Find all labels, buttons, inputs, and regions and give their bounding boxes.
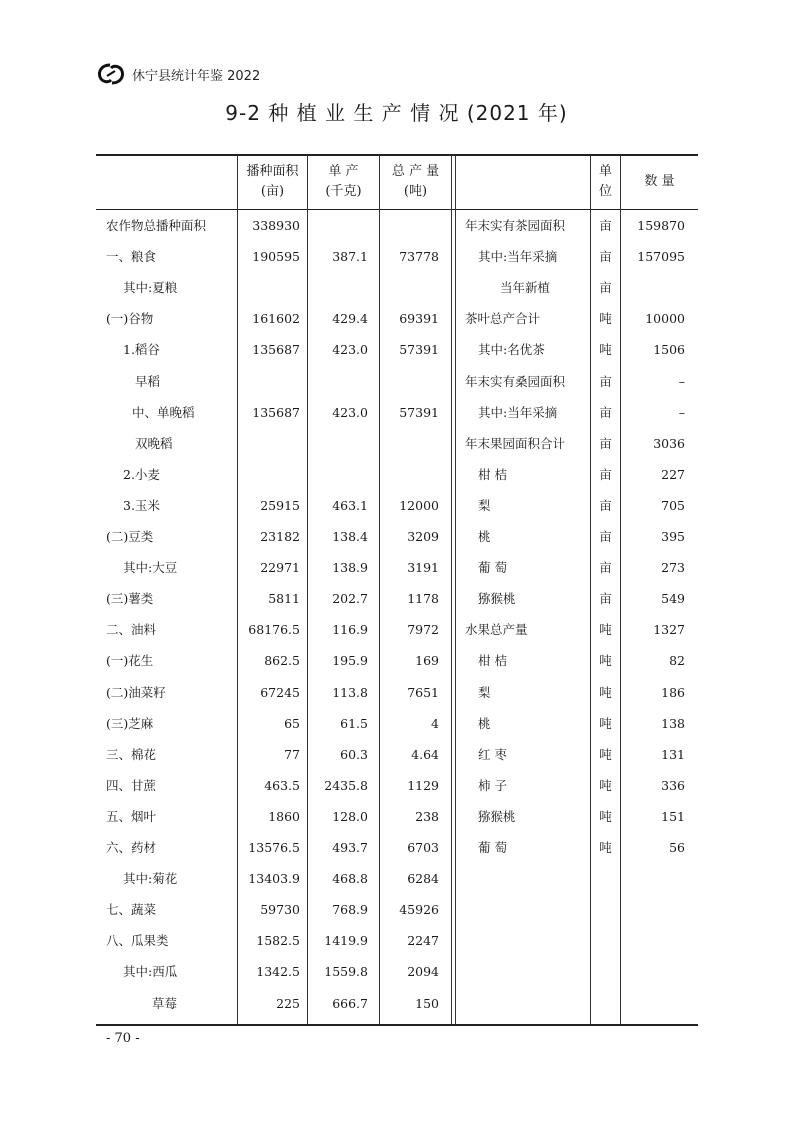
quantity-value: 159870: [637, 218, 685, 233]
row-label: 其中:菊花: [123, 871, 178, 887]
output-value: 2094: [407, 964, 439, 980]
row-label: 六、药材: [106, 840, 157, 855]
row-label: 五、烟叶: [106, 808, 157, 824]
row-label: 其中:当年采摘: [478, 249, 558, 265]
output-value: 1178: [407, 591, 439, 607]
row-label: 红 枣: [478, 746, 507, 762]
yield-value: 61.5: [340, 715, 368, 731]
unit-value: 亩: [599, 497, 612, 513]
output-value: [380, 372, 439, 392]
row-label: 葡 萄: [478, 840, 507, 855]
row-label: 梨: [478, 497, 491, 513]
output-value: 45926: [399, 902, 439, 918]
yield-value: 202.7: [332, 591, 368, 607]
sown-area-value: 65: [284, 715, 300, 731]
output-value: [380, 465, 439, 485]
sown-area-value: 67245: [260, 684, 300, 700]
unit-value: 亩: [599, 249, 612, 265]
quantity-value: –: [678, 404, 685, 420]
sown-area-value: 1860: [268, 808, 300, 824]
unit-value: 吨: [599, 715, 612, 731]
output-value: 169: [415, 653, 439, 669]
quantity-value: 273: [661, 560, 685, 576]
row-label: 猕猴桃: [478, 591, 516, 607]
output-value: 69391: [399, 311, 439, 327]
output-value: 238: [415, 808, 439, 824]
output-value: 7651: [407, 684, 439, 700]
row-label: (二)豆类: [106, 529, 154, 544]
row-label: 年末果园面积合计: [465, 435, 566, 451]
sown-area-value: 25915: [260, 497, 300, 513]
yield-value: 138.9: [332, 560, 368, 576]
output-value: [380, 434, 439, 454]
row-label: 年末实有茶园面积: [465, 218, 566, 233]
quantity-value: 138: [661, 715, 685, 731]
unit-value: 吨: [599, 840, 612, 855]
unit-value: 吨: [599, 311, 612, 327]
output-value: 57391: [399, 404, 439, 420]
row-label: 其中:大豆: [123, 560, 178, 576]
row-label: 其中:名优茶: [478, 342, 545, 358]
yield-value: 768.9: [332, 902, 368, 918]
row-label: 四、甘蔗: [106, 777, 157, 793]
yield-value: [308, 372, 368, 392]
table-split-divider: [455, 155, 456, 1024]
yield-value: 468.8: [332, 871, 368, 887]
row-label: (三)薯类: [106, 591, 154, 607]
row-label: 葡 萄: [478, 560, 507, 576]
row-label: 桃: [478, 715, 491, 731]
sown-area-value: [238, 278, 300, 298]
unit-value: 吨: [599, 342, 612, 358]
quantity-value: 227: [661, 466, 685, 482]
output-value: 57391: [399, 342, 439, 358]
row-label: (三)芝麻: [106, 715, 154, 731]
yield-value: 113.8: [332, 684, 368, 700]
row-label: 早稻: [135, 373, 161, 389]
header-label: 单: [598, 164, 612, 179]
row-label: 三、棉花: [106, 746, 157, 762]
yield-value: 423.0: [332, 404, 368, 420]
sown-area-value: 13576.5: [248, 840, 300, 855]
header-quantity: [621, 155, 698, 209]
sown-area-value: 68176.5: [248, 622, 300, 638]
yield-value: 429.4: [332, 311, 368, 327]
output-value: 3191: [407, 560, 439, 576]
quantity-value: [621, 278, 685, 298]
unit-value: 亩: [599, 435, 612, 451]
output-value: 73778: [399, 249, 439, 265]
sown-area-value: 22971: [260, 560, 300, 576]
header-label: 播种面积: [246, 164, 299, 179]
row-label: 七、蔬菜: [106, 902, 157, 918]
sown-area-value: 1342.5: [256, 964, 300, 980]
header-label: 总 产 量: [391, 164, 440, 179]
quantity-value: 549: [661, 591, 685, 607]
header-output: [380, 155, 451, 209]
yield-value: 195.9: [332, 653, 368, 669]
output-value: [380, 278, 439, 298]
unit-value: 吨: [599, 684, 612, 700]
sown-area-value: [238, 465, 300, 485]
unit-value: 亩: [599, 560, 612, 576]
quantity-value: 151: [661, 808, 685, 824]
sown-area-value: 5811: [268, 591, 300, 607]
quantity-value: 186: [661, 684, 685, 700]
yield-value: [308, 434, 368, 454]
output-value: [380, 216, 439, 236]
yield-value: 493.7: [332, 840, 368, 855]
output-value: 2247: [407, 933, 439, 949]
header-label: 数 量: [644, 174, 675, 189]
yield-value: 423.0: [332, 342, 368, 358]
sown-area-value: 23182: [260, 529, 300, 544]
header-label: 单 产: [328, 164, 359, 179]
sown-area-value: [238, 434, 300, 454]
row-label: 2.小麦: [123, 466, 160, 482]
yield-value: 666.7: [332, 995, 368, 1011]
unit-value: 亩: [599, 373, 612, 389]
yield-value: 1559.8: [324, 964, 368, 980]
header-unit: (亩): [260, 184, 285, 199]
yearbook-logo-icon: [96, 62, 126, 86]
row-label: 二、油料: [106, 622, 157, 638]
header-unit-column: [591, 155, 620, 209]
page-header: [96, 62, 260, 86]
sown-area-value: [238, 372, 300, 392]
sown-area-value: 13403.9: [248, 871, 300, 887]
unit-value: 亩: [599, 466, 612, 482]
output-value: 12000: [399, 497, 439, 513]
unit-value: 亩: [599, 218, 612, 233]
quantity-value: 1506: [653, 342, 685, 358]
row-label: 中、单晚稻: [132, 404, 195, 420]
sown-area-value: 463.5: [264, 777, 300, 793]
sown-area-value: 77: [284, 746, 300, 762]
output-value: 6284: [407, 871, 439, 887]
unit-value: 亩: [599, 591, 612, 607]
row-label: 当年新植: [500, 280, 551, 296]
yield-value: 116.9: [332, 622, 368, 638]
row-label: 柑 桔: [478, 653, 507, 669]
header-label: 位: [598, 184, 612, 199]
row-label: 1.稻谷: [123, 342, 160, 358]
unit-value: 吨: [599, 622, 612, 638]
row-label: 双晚稻: [135, 435, 173, 451]
quantity-value: 705: [661, 497, 685, 513]
quantity-value: 131: [661, 746, 685, 762]
row-label: 梨: [478, 684, 491, 700]
output-value: 7972: [407, 622, 439, 638]
yield-value: [308, 465, 368, 485]
row-label: 其中:当年采摘: [478, 404, 558, 420]
row-label: 其中:西瓜: [123, 964, 178, 980]
output-value: 1129: [407, 777, 439, 793]
row-label: 柿 子: [478, 777, 507, 793]
row-label: 3.玉米: [123, 497, 160, 513]
unit-value: 吨: [599, 746, 612, 762]
sown-area-value: 135687: [252, 342, 300, 358]
row-label: 一、粮食: [106, 249, 157, 265]
table-header-rule: [96, 209, 698, 210]
book-title: 休宁县统计年鉴 2022: [132, 68, 261, 84]
quantity-value: 157095: [637, 249, 685, 265]
sown-area-value: 161602: [252, 311, 300, 327]
sown-area-value: 338930: [252, 218, 300, 233]
quantity-value: 336: [661, 777, 685, 793]
row-label: (一)花生: [106, 653, 154, 669]
unit-value: 亩: [599, 529, 612, 544]
header-unit: (吨): [403, 184, 428, 199]
quantity-value: 1327: [653, 622, 685, 638]
page-title: 9-2 种 植 业 生 产 情 况 (2021 年): [225, 101, 568, 125]
row-label: 柑 桔: [478, 466, 507, 482]
row-label: 八、瓜果类: [106, 933, 169, 949]
quantity-value: 56: [669, 840, 685, 855]
unit-value: 亩: [599, 280, 612, 296]
row-label: (二)油菜籽: [106, 684, 166, 700]
output-value: 3209: [407, 529, 439, 544]
yield-value: [308, 216, 368, 236]
unit-value: 亩: [599, 404, 612, 420]
row-label: 草莓: [152, 995, 178, 1011]
table-split-divider: [451, 155, 452, 1024]
sown-area-value: 1582.5: [256, 933, 300, 949]
row-label: 年末实有桑园面积: [465, 373, 566, 389]
quantity-value: 395: [661, 529, 685, 544]
sown-area-value: 59730: [260, 902, 300, 918]
yield-value: 1419.9: [324, 933, 368, 949]
quantity-value: 82: [669, 653, 685, 669]
row-label: 农作物总播种面积: [106, 218, 207, 233]
yield-value: [308, 278, 368, 298]
table-bottom-rule: [96, 1024, 698, 1026]
quantity-value: 3036: [653, 435, 685, 451]
quantity-value: 10000: [645, 311, 685, 327]
yield-value: 138.4: [332, 529, 368, 544]
unit-value: 吨: [599, 777, 612, 793]
header-unit: (千克): [325, 184, 362, 199]
yield-value: 387.1: [332, 249, 368, 265]
sown-area-value: 862.5: [264, 653, 300, 669]
row-label: 其中:夏粮: [123, 280, 178, 296]
yield-value: 128.0: [332, 808, 368, 824]
header-sown-area: [238, 155, 307, 209]
output-value: 6703: [407, 840, 439, 855]
row-label: (一)谷物: [106, 311, 154, 327]
yield-value: 463.1: [332, 497, 368, 513]
sown-area-value: 225: [276, 995, 300, 1011]
row-label: 茶叶总产合计: [465, 311, 541, 327]
row-label: 猕猴桃: [478, 808, 516, 824]
row-label: 水果总产量: [465, 622, 528, 638]
yield-value: 60.3: [340, 746, 368, 762]
yield-value: 2435.8: [324, 777, 368, 793]
header-yield: [308, 155, 379, 209]
unit-value: 吨: [599, 808, 612, 824]
output-value: 4: [431, 715, 439, 731]
output-value: 150: [415, 995, 439, 1011]
row-label: 桃: [478, 529, 491, 544]
sown-area-value: 190595: [252, 249, 300, 265]
output-value: 4.64: [411, 746, 439, 762]
unit-value: 吨: [599, 653, 612, 669]
sown-area-value: 135687: [252, 404, 300, 420]
page-number: - 70 -: [106, 1031, 140, 1046]
quantity-value: –: [678, 373, 685, 389]
